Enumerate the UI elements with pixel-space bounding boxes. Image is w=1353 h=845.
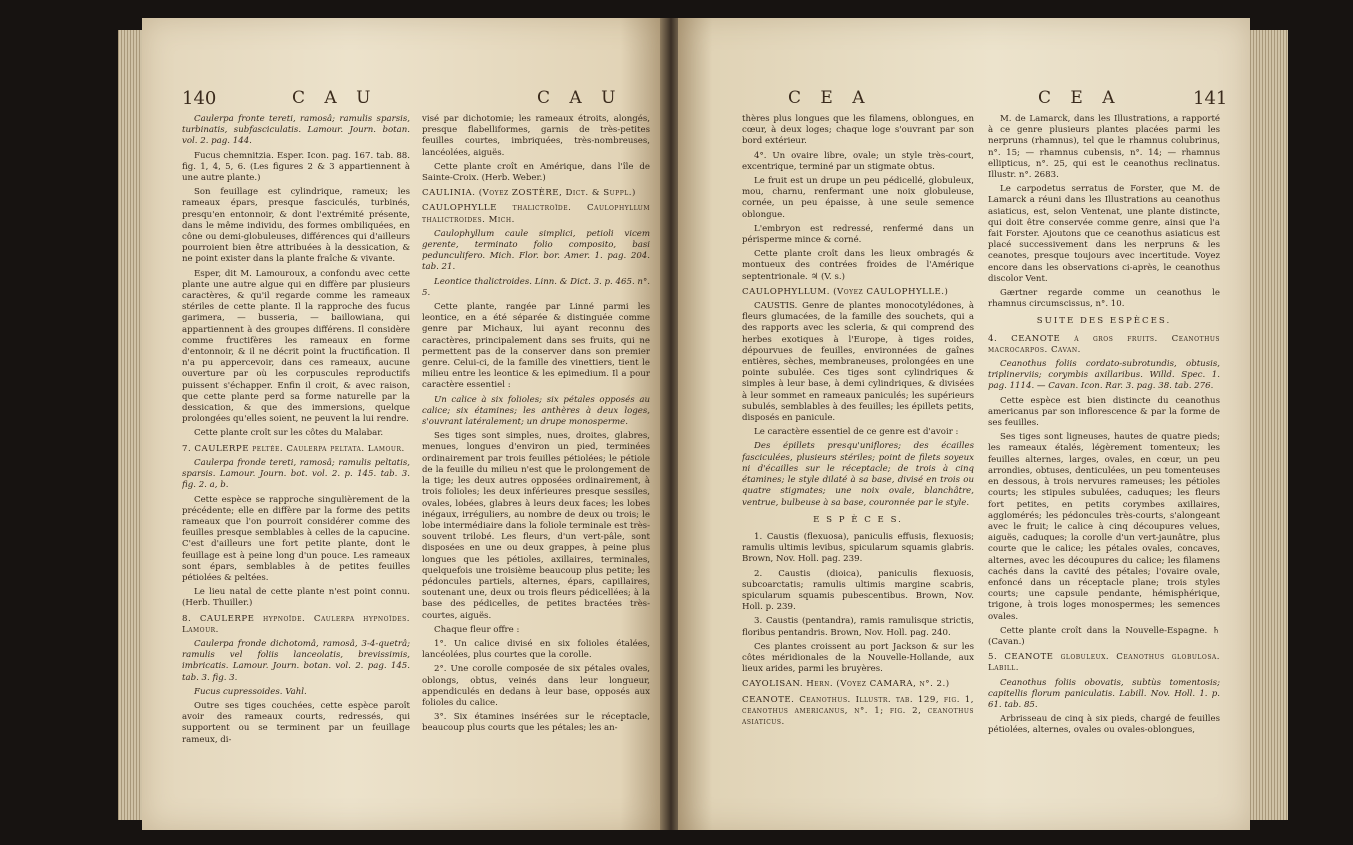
entry-heading: CAULOPHYLLUM. (Voyez CAULOPHYLLE.)	[742, 286, 949, 297]
entry-heading: CAULOPHYLLE thalictroïde. Caulophyllum thalictroides. Mich.	[422, 203, 650, 225]
paragraph: 1. Caustis (flexuosa), paniculis effusis, flexuosis; ramulis ultimis levibus, spicularum squamis glabris. Brown, Nov. Holl. pag. 239.	[742, 531, 974, 565]
paragraph: Le caractère essentiel de ce genre est d'avoir :	[754, 427, 959, 438]
page-number-left: 140	[182, 88, 217, 109]
section-heading: E S P È C E S.	[813, 514, 903, 525]
paragraph: Esper, dit M. Lamouroux, a confondu avec cette plante une autre algue qui en diffère par plusieurs caractères, & qu'il regarde comme les rameaux stériles de cette plante. Il la rapproche des fucus garimera, — busseria, — baillowiana, qui appartiennent à des groupes différens. Il considère comme fructifères les rameaux en forme d'entonnoir, & il ne décrit point la fructification. Il n'a pu appercevoir, dans ces rameaux, aucune ouverture par où les corpuscules reproductifs puissent s'échapper. Enfin il croit, & avec raison, que cette plante perd sa forme naturelle par la dessication, & que des immersions, quelque prolongées qu'elles soient, ne peuvent la lui rendre.	[182, 268, 410, 425]
paragraph: Cette plante croît dans les lieux ombragés & montueux des contrées froides de l'Amérique septentrionale. ♃ (V. s.)	[742, 249, 974, 282]
right-column-1	[742, 114, 974, 834]
entry-heading: CAULINIA. (Voyez ZOSTÈRE, Dict. & Suppl.)	[422, 188, 636, 199]
paragraph: Cette plante croît sur les côtes du Malabar.	[194, 428, 384, 439]
entry-heading: 5. CEANOTE globuleux. Ceanothus globulosa. Labill.	[988, 652, 1220, 674]
paragraph: Fucus cupressoides. Vahl.	[194, 686, 307, 697]
entry-heading: 7. CAULERPE peltée. Caulerpa peltata. Lamour.	[182, 443, 405, 454]
left-page	[142, 18, 662, 830]
entry-heading: 8. CAULERPE hypnoïde. Caulerpa hypnoïdes. Lamour.	[182, 613, 410, 635]
paragraph: CAUSTIS. Genre de plantes monocotylédones, à fleurs glumacées, de la famille des souchets, qui a des rapports avec les scleria, & qui comprend des herbes exotiques à l'Europe, à tiges roides, dépourvues de feuilles, environnées de gaînes entières, sèches, membraneuses, prolongées en une pointe subulée. Ces tiges sont cylindriques & simples à leur base, à demi cylindriques, & divisées à leur sommet en rameaux paniculés; les supérieurs subulés, semblables à des feuilles; les épillets petits, disposés en panicule.	[742, 301, 974, 424]
paragraph: Chaque fleur offre :	[434, 624, 520, 635]
paragraph: Un calice à six folioles; six pétales opposés au calice; six étamines; les anthères à deux loges, s'ouvrant latéralement; un drupe monosperme.	[422, 394, 650, 428]
paragraph: Ces plantes croissent au port Jackson & sur les côtes méridionales de la Nouvelle-Hollande, aux lieux arides, parmi les bruyères.	[742, 641, 974, 675]
left-column-2	[422, 114, 650, 834]
paragraph: visé par dichotomie; les rameaux étroits, alongés, presque flabelliformes, garnis de très-petites feuilles courtes, imbriquées, très-nombreuses, lancéolées, aiguës.	[422, 114, 650, 158]
paragraph: Outre ses tiges couchées, cette espèce paroît avoir des rameaux courts, redressés, qui supportent ou se terminent par un feuillage rameux, di-	[182, 700, 410, 745]
paragraph: Le fruit est un drupe un peu pédicellé, globuleux, mou, charnu, renfermant une noix globuleuse, cornée, un peu épaisse, à une seule semence oblongue.	[742, 176, 974, 220]
paragraph: Le carpodetus serratus de Forster, que M. de Lamarck a réuni dans les Illustrations au ceanothus asiaticus, est, selon Ventenat, une plante distincte, qui doit être conservée comme genre, ainsi que l'a fait Forster. Ajoutons que ce ceanothus asiaticus est placé successivement dans les nerpruns & les ceanotes, presque toujours avec incertitude. Voyez encore dans les observations ci-après, le ceanothus discolor Vent.	[988, 184, 1220, 284]
paragraph: Fucus chemnitzia. Esper. Icon. pag. 167. tab. 88. fig. 1, 4, 5, 6. (Les figures 2 & 3 appartiennent à une autre plante.)	[182, 150, 410, 184]
running-head-left-1: C A U	[292, 88, 378, 108]
right-page	[678, 18, 1250, 830]
paragraph: Ceanothus foliis cordato-subrotundis, obtusis, triplinerviis; corymbis axillaribus. Willd. Spec. 1. pag. 1114. — Cavan. Icon. Rar. 3. pag. 38. tab. 276.	[988, 359, 1220, 392]
paragraph: Caulerpa fronde dichotomâ, ramosâ, 3-4-quetrâ; ramulis vel foliis lanceolatis, brevissimis, imbricatis. Lamour. Journ. botan. vol. 2. pag. 145. tab. 3. fig. 3.	[182, 638, 410, 683]
paragraph: Arbrisseau de cinq à six pieds, chargé de feuilles pétiolées, alternes, ovales ou ovales-oblongues,	[988, 714, 1220, 736]
paragraph: Ceanothus foliis obovatis, subtùs tomentosis; capitellis florum paniculatis. Labill. Nov. Holl. 1. p. 61. tab. 85.	[988, 677, 1220, 710]
page-edge-right	[1248, 30, 1288, 820]
paragraph: 3. Caustis (pentandra), ramis ramulisque strictis, floribus pentandris. Brown, Nov. Holl. pag. 240.	[742, 616, 974, 638]
paragraph: Caulerpa fronte tereti, ramosâ; ramulis sparsis, turbinatis, subfasciculatis. Lamour. Journ. botan. vol. 2. pag. 144.	[182, 114, 410, 147]
paragraph: Caulerpa fronde tereti, ramosâ; ramulis peltatis, sparsis. Lamour. Journ. bot. vol. 2. p. 145. tab. 3. fig. 2. a, b.	[182, 457, 410, 491]
paragraph: L'embryon est redressé, renfermé dans un périsperme mince & corné.	[742, 223, 974, 246]
entry-heading: CAYOLISAN. Hern. (Voyez CAMARA, n°. 2.)	[742, 679, 950, 690]
page-edge-left	[118, 30, 144, 820]
paragraph: Son feuillage est cylindrique, rameux; les rameaux épars, presque fasciculés, turbinés, presqu'en entonnoir, & dont l'extrémité présente, dans le même individu, des formes ombiliquées, en cône ou demi-globuleuses, différences qui d'ailleurs pourroient bien être attribuées à la dessication, & ne point exister dans la plante fraîche & vivante.	[182, 187, 410, 265]
paragraph: Caulophyllum caule simplici, petioli vicem gerente, terminato folio composito, basi pedunculifero. Mich. Flor. bor. Amer. 1. pag. 204. tab. 21.	[422, 228, 650, 273]
paragraph: 2°. Une corolle composée de six pétales ovales, oblongs, obtus, veinés dans leur longueur, appendiculés en dedans à leur base, opposés aux folioles du calice.	[422, 664, 650, 708]
paragraph: Cette plante, rangée par Linné parmi les leontice, en a été séparée & distinguée comme genre par Michaux, lui ayant reconnu des caractères, principalement dans ses fruits, qui ne permettent pas de la conserver dans son premier genre. Celui-ci, de la famille des vinettiers, tient le milieu entre les leontice & les epimedium. Il a pour caractère essentiel :	[422, 302, 650, 391]
paragraph: 1°. Un calice divisé en six folioles étalées, lancéolées, plus courtes que la corolle.	[422, 638, 650, 661]
right-column-2	[988, 114, 1220, 834]
running-head-right-1: C E A	[788, 88, 872, 108]
paragraph: Ses tiges sont simples, nues, droites, glabres, menues, longues d'environ un pied, terminées ordinairement par trois feuilles pétiolées; le pétiole de la feuille du milieu n'est que le prolongement de la tige; les deux autres opposées ordinairement, à trois folioles; les deux inférieures presque sessiles, ovales, lobées, glabres à leurs deux faces; les lobes inégaux, irréguliers, au nombre de deux ou trois; le lobe intermédiaire dans la foliole terminale est très-souvent trilobé. Les fleurs, d'un vert-pâle, sont disposées en une ou deux grappes, à peine plus longues que les pétioles, axillaires, terminales, quelquefois une troisième beaucoup plus petite; les pédoncules partiels, alternes, épars, capillaires, soutenant une, deux ou trois fleurs pédicellées; à la base des pédicelles, de petites bractées très-courtes, aiguës.	[422, 431, 650, 621]
paragraph: 4°. Un ovaire libre, ovale; un style très-court, excentrique, terminé par un stigmate obtus.	[742, 150, 974, 172]
paragraph: thères plus longues que les filamens, oblongues, en cœur, à deux loges; chaque loge s'ouvrant par son bord extérieur.	[742, 114, 974, 147]
left-column-1	[182, 114, 410, 834]
paragraph: Ses tiges sont ligneuses, hautes de quatre pieds; les rameaux étalés, légèrement tomenteux; les feuilles alternes, larges, ovales, en cœur, un peu arrondies, obtuses, denticulées, un peu tomenteuses en dessous, à trois nervures rameuses; les pétioles courts; les stipules subulées, caduques; les fleurs fort petites, en petits corymbes axillaires, agglomérés; les pédoncules très-courts, s'alongeant avec le fruit; le calice à cinq découpures velues, aiguës, caduques; la corolle d'un vert-jaunâtre, plus courte que le calice; les pétales ovales, concaves, alternes, avec les découpures du calice; les filamens cachés dans la cavité des pétales; l'ovaire ovale, enfoncé dans un réceptacle plane; trois styles courts; une capsule pendante, hémisphérique, trigone, à trois loges monospermes; les semences ovales.	[988, 432, 1220, 622]
running-head-left-2: C A U	[537, 88, 623, 108]
entry-heading: CEANOTE. Ceanothus. Illustr. tab. 129, fig. 1, ceanothus americanus, n°. 1; fig. 2, ceanothus asiaticus.	[742, 694, 974, 727]
section-heading: SUITE DES ESPÈCES.	[1036, 316, 1172, 327]
paragraph: Cette plante croît en Amérique, dans l'île de Sainte-Croix. (Herb. Weber.)	[422, 161, 650, 184]
paragraph: 3°. Six étamines insérées sur le réceptacle, beaucoup plus courts que les pétales; les an-	[422, 712, 650, 734]
running-head-right-2: C E A	[1038, 88, 1122, 108]
entry-heading: 4. CEANOTE à gros fruits. Ceanothus macrocarpos. Cavan.	[988, 333, 1220, 355]
paragraph: Leontice thalictroides. Linn. & Dict. 3. p. 465. n°. 5.	[422, 276, 650, 298]
page-number-right: 141	[1193, 88, 1228, 109]
paragraph: Gærtner regarde comme un ceanothus le rhamnus circumscissus, n°. 10.	[988, 288, 1220, 310]
paragraph: Des épillets presqu'uniflores; des écailles fasciculées, plusieurs stériles; point de filets soyeux ni d'écailles sur le réceptacle; de trois à cinq étamines; le style dilaté à sa base, divisé en trois ou quatre stigmates; une noix ovale, blanchâtre, ventrue, bulbeuse à sa base, couronnée par le style.	[742, 441, 974, 508]
paragraph: Cette espèce se rapproche singulièrement de la précédente; elle en diffère par la forme des petits rameaux que l'on pourroit considérer comme des feuilles presque semblables à celles de la capucine. C'est d'ailleurs une fort petite plante, dont le feuillage est à peine long d'un pouce. Les rameaux sont épars, semblables à de petites feuilles pétiolées & peltées.	[182, 494, 410, 583]
paragraph: M. de Lamarck, dans les Illustrations, a rapporté à ce genre plusieurs plantes placées parmi les nerpruns (rhamnus), tel que le rhamnus colubrinus, n°. 15; — rhamnus cubensis, n°. 14; — rhamnus ellipticus, n°. 25, qui est le ceanothus reclinatus. Illustr. n°. 2683.	[988, 114, 1220, 181]
paragraph: Cette espèce est bien distincte du ceanothus americanus par son inflorescence & par la forme de ses feuilles.	[988, 395, 1220, 429]
paragraph: Le lieu natal de cette plante n'est point connu. (Herb. Thuiller.)	[182, 587, 410, 609]
paragraph: Cette plante croît dans la Nouvelle-Espagne. ♄ (Cavan.)	[988, 625, 1220, 647]
paragraph: 2. Caustis (dioica), paniculis flexuosis, subcoarctatis; ramulis ultimis margine scabris, spicularum squamis pubescentibus. Brown, Nov. Holl. p. 239.	[742, 568, 974, 613]
